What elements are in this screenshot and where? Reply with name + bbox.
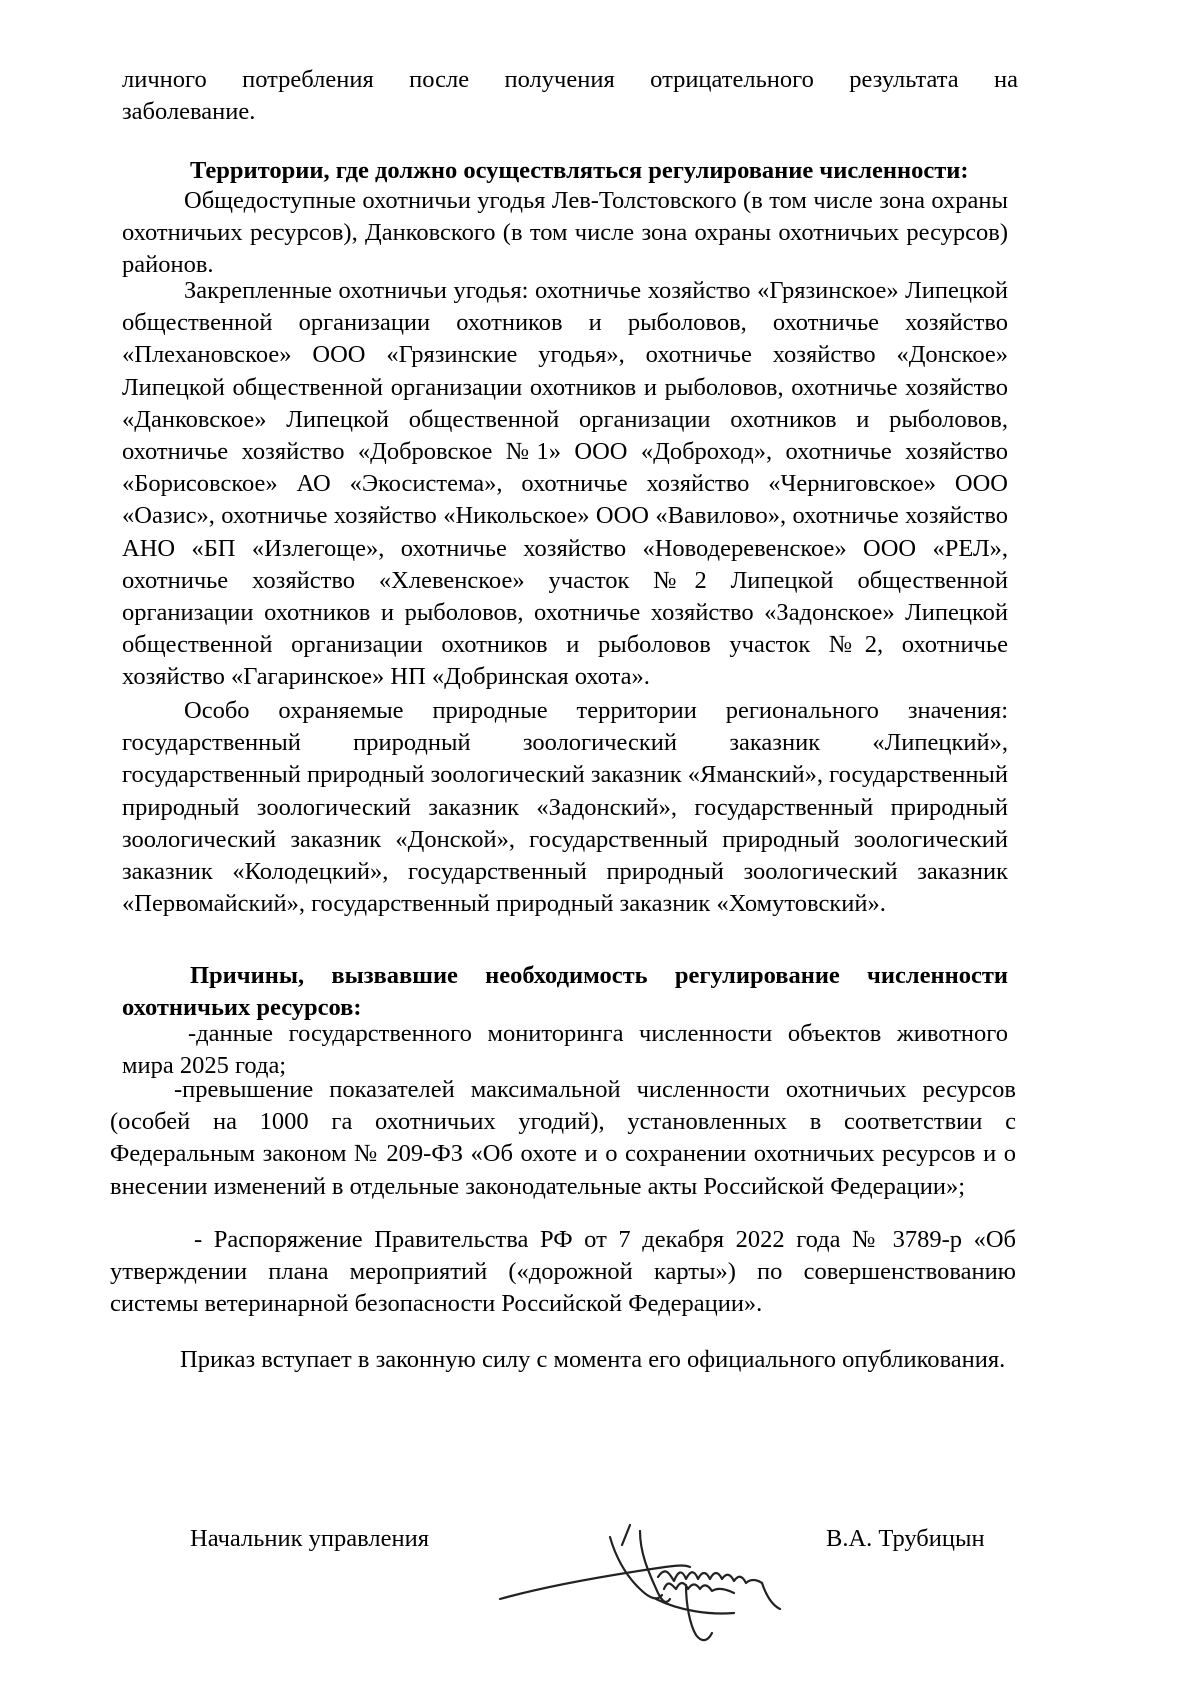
territories-heading: Территории, где должно осуществляться регулирование численности: [190, 157, 969, 184]
territories-paragraph-2: Закрепленные охотничьи угодья: охотничье хозяйство «Грязинское» Липецкой общественной организации охотников и рыболовов, охотничье хозяйство «Плехановское» ООО «Грязинские угодья», охотничье хозяйство «Донское» Липецкой общественной организации охотников и рыболовов, охотничье хозяйство «Данковское» Липецкой общественной организации охотников и рыболовов, охотничье хозяйство «Добровское №1» ООО «Доброход», охотничье хозяйство «Борисовское» АО «Экосистема», охотничье хозяйство «Черниговское» ООО «Оазис», охотничье хозяйство «Никольское» ООО «Вавилово», охотничье хозяйство АНО «БП «Излегоще», охотничье хозяйство «Новодеревенское» ООО «РЕЛ», охотничье хозяйство «Хлевенское» участок №2 Липецкой общественной организации охотников и рыболовов, охотничье хозяйство «Задонское» Липецкой общественной организации охотников и рыболовов участок №2, охотничье хозяйство «Гагаринское» НП «Добринская охота». [122, 277, 1008, 691]
territories-paragraph-1: Общедоступные охотничьи угодья Лев-Толстовского (в том числе зона охраны охотничьих ресурсов), Данковского (в том числе зона охраны охотничьих ресурсов) районов. [122, 187, 1008, 279]
reasons-item-2: -превышение показателей максимальной численности охотничьих ресурсов (особей на 1000 га охотничьих угодий), установленных в соответствии с Федеральным законом № 209-ФЗ «Об охоте и о сохранении охотничьих ресурсов и о внесении изменений в отдельные законодательные акты Российской Федерации»; [110, 1076, 1016, 1200]
territories-paragraph-3: Особо охраняемые природные территории регионального значения: государственный природный зоологический заказник «Липецкий», государственный природный зоологический заказник «Яманский», государственный природный зоологический заказник «Задонский», государственный природный зоологический заказник «Донской», государственный природный зоологический заказник «Колодецкий», государственный природный зоологический заказник «Первомайский», государственный природный заказник «Хомутовский». [122, 697, 1008, 918]
reasons-heading [122, 960, 1008, 1024]
reasons-heading-line-1: Причины, вызвавшие необходимость регулирование численности [190, 962, 1008, 989]
continuation-line-1: личного потребления после получения отрицательного результата на [122, 66, 1018, 93]
handwritten-signature [490, 1515, 830, 1665]
continuation-line-2: заболевание. [122, 98, 256, 126]
reasons-item-3: - Распоряжение Правительства РФ от 7 декабря 2022 года № 3789-р «Об утверждении плана мероприятий («дорожной карты») по совершенствованию системы ветеринарной безопасности Российской Федерации». [110, 1226, 1016, 1318]
closing-paragraph: Приказ вступает в законную силу с момента его официального опубликования. [180, 1346, 1006, 1373]
reasons-item-1: -данные государственного мониторинга численности объектов животного мира 2025 года; [122, 1020, 1008, 1080]
signatory-position: Начальник управления [190, 1525, 429, 1552]
reasons-heading-line-2: охотничьих ресурсов: [122, 994, 362, 1022]
continuation-paragraph [122, 64, 1018, 128]
signatory-name: В.А. Трубицын [826, 1525, 985, 1552]
